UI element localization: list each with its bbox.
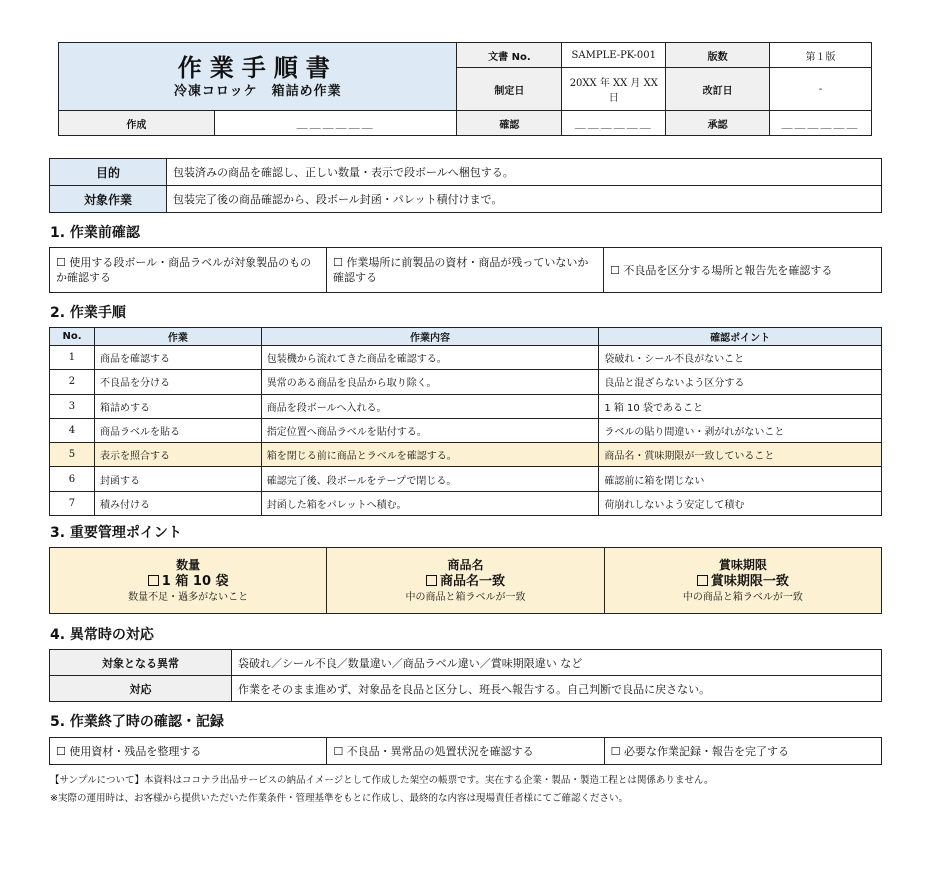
doc-no-value: SAMPLE-PK-001: [562, 43, 666, 68]
col-header-task: 作業: [94, 328, 261, 346]
table-row: [50, 346, 882, 370]
key-point-name: 数量: [176, 557, 201, 572]
edition-value: 第１版: [770, 43, 872, 68]
section5-title: 5. 作業終了時の確認・記録: [50, 714, 224, 730]
step-no: 4: [50, 418, 95, 442]
step-task: 商品ラベルを貼る: [94, 418, 261, 442]
key-point-note: 中の商品と箱ラベルが一致: [682, 591, 803, 603]
doc-no-label: 文書 No.: [457, 43, 562, 68]
document-subtitle: 冷凍コロッケ 箱詰め作業: [173, 83, 342, 99]
document-title: 作業手順書: [177, 53, 338, 82]
step-no: 3: [50, 394, 95, 418]
step-point: 1 箱 10 袋であること: [599, 394, 882, 418]
checkbox-icon[interactable]: [148, 575, 159, 586]
step-no: 6: [50, 467, 95, 491]
key-point-note: 中の商品と箱ラベルが一致: [405, 591, 526, 603]
step-task: 箱詰めする: [94, 394, 261, 418]
step-point: 確認前に箱を閉じない: [599, 467, 882, 491]
usage-note: ※実際の運用時は、お客様から提供いただいた作業条件・管理基準をもとに作成し、最終的な内容は現場責任者様にてご確認ください。: [50, 793, 628, 804]
step-task: 積み付ける: [94, 491, 261, 515]
end-check-item[interactable]: ☐ 使用資材・残品を整理する: [50, 738, 327, 765]
purpose-text: 包装済みの商品を確認し、正しい数量・表示で段ボールへ梱包する。: [167, 159, 882, 186]
step-point: ラベルの貼り間違い・剥がれがないこと: [599, 418, 882, 442]
step-content: 指定位置へ商品ラベルを貼付する。: [261, 418, 599, 442]
step-content: 異常のある商品を良品から取り除く。: [261, 370, 599, 394]
table-row: [50, 418, 882, 442]
step-content: 箱を閉じる前に商品とラベルを確認する。: [261, 443, 599, 467]
step-content: 包装機から流れてきた商品を確認する。: [261, 346, 599, 370]
key-point-quantity: [50, 548, 327, 614]
key-point-note: 数量不足・過多がないこと: [128, 591, 249, 603]
author-label: 作成: [59, 111, 215, 136]
key-points-table: [49, 547, 882, 614]
procedure-table: [49, 327, 882, 516]
step-no: 2: [50, 370, 95, 394]
key-point-value: 1 箱 10 袋: [161, 573, 229, 589]
document-header: [58, 42, 872, 136]
step-point: 良品と混ざらないよう区分する: [599, 370, 882, 394]
approve-label: 承認: [666, 111, 770, 136]
table-row: [50, 491, 882, 515]
table-row-highlighted: [50, 443, 882, 467]
table-row: [50, 370, 882, 394]
purpose-label: 目的: [50, 159, 167, 186]
check-signature: ＿＿＿＿＿＿: [562, 111, 666, 136]
step-task: 商品を確認する: [94, 346, 261, 370]
step-no: 1: [50, 346, 95, 370]
key-point-name: 賞味期限: [718, 557, 767, 572]
step-content: 商品を段ボールへ入れる。: [261, 394, 599, 418]
section4-title: 4. 異常時の対応: [50, 627, 154, 643]
check-label: 確認: [457, 111, 562, 136]
checkbox-icon[interactable]: [426, 575, 437, 586]
section3-title: 3. 重要管理ポイント: [50, 525, 182, 541]
title-cell: [59, 43, 457, 111]
revised-label: 改訂日: [666, 68, 770, 111]
target-label: 対象作業: [50, 186, 167, 213]
section2-title: 2. 作業手順: [50, 305, 126, 321]
established-value: 20XX 年 XX 月 XX 日: [562, 68, 666, 111]
step-task: 封函する: [94, 467, 261, 491]
key-point-value: 賞味期限一致: [710, 573, 789, 589]
step-point: 袋破れ・シール不良がないこと: [599, 346, 882, 370]
author-signature: ＿＿＿＿＿＿: [214, 111, 457, 136]
sample-note: 【サンプルについて】本資料はココナラ出品サービスの納品イメージとして作成した架空の帳票です。実在する企業・製品・製造工程とは関係ありません。: [50, 775, 714, 786]
step-no: 7: [50, 491, 95, 515]
approve-signature: ＿＿＿＿＿＿: [770, 111, 872, 136]
revised-value: -: [770, 68, 872, 111]
abnormal-label: 対象となる異常: [50, 650, 232, 676]
table-row: [50, 394, 882, 418]
section1-title: 1. 作業前確認: [50, 225, 140, 241]
established-label: 制定日: [457, 68, 562, 111]
target-text: 包装完了後の商品確認から、段ボール封函・パレット積付けまで。: [167, 186, 882, 213]
step-point: 荷崩れしないよう安定して積む: [599, 491, 882, 515]
pre-check-item[interactable]: ☐ 作業場所に前製品の資材・商品が残っていないか確認する: [327, 248, 604, 293]
key-point-name: 商品名: [447, 557, 484, 572]
col-header-point: 確認ポイント: [599, 328, 882, 346]
key-point-product-name: [327, 548, 604, 614]
response-text: 作業をそのまま進めず、対象品を良品と区分し、班長へ報告する。自己判断で良品に戻さない。: [232, 676, 882, 702]
purpose-table: [49, 158, 882, 213]
key-point-value: 商品名一致: [439, 573, 505, 589]
end-check-item[interactable]: ☐ 不良品・異常品の処置状況を確認する: [327, 738, 604, 765]
step-task: 表示を照合する: [94, 443, 261, 467]
step-task: 不良品を分ける: [94, 370, 261, 394]
step-point: 商品名・賞味期限が一致していること: [599, 443, 882, 467]
key-point-expiry: [604, 548, 881, 614]
edition-label: 版数: [666, 43, 770, 68]
col-header-no: No.: [50, 328, 95, 346]
col-header-content: 作業内容: [261, 328, 599, 346]
checkbox-icon[interactable]: [697, 575, 708, 586]
step-content: 確認完了後、段ボールをテープで閉じる。: [261, 467, 599, 491]
abnormal-response-table: [49, 649, 882, 702]
step-content: 封函した箱をパレットへ積む。: [261, 491, 599, 515]
pre-check-table: [49, 247, 882, 293]
response-label: 対応: [50, 676, 232, 702]
abnormal-text: 袋破れ／シール不良／数量違い／商品ラベル違い／賞味期限違い など: [232, 650, 882, 676]
table-row: [50, 467, 882, 491]
end-check-table: [49, 737, 882, 765]
end-check-item[interactable]: ☐ 必要な作業記録・報告を完了する: [604, 738, 881, 765]
step-no: 5: [50, 443, 95, 467]
pre-check-item[interactable]: ☐ 不良品を区分する場所と報告先を確認する: [604, 248, 882, 293]
pre-check-item[interactable]: ☐ 使用する段ボール・商品ラベルが対象製品のものか確認する: [50, 248, 327, 293]
